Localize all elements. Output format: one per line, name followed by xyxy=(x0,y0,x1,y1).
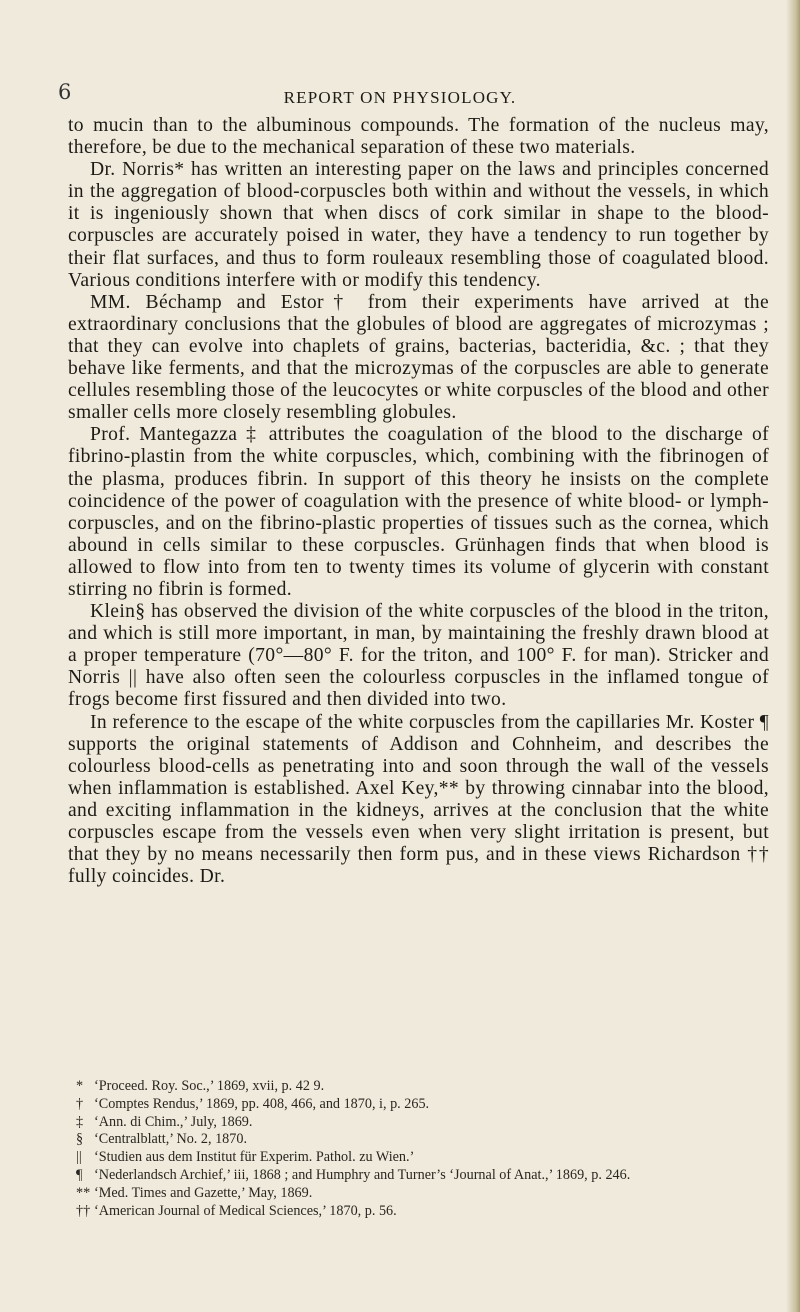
paragraph-klein: Klein§ has observed the division of the white corpuscles of the blood in the triton, and which is still more important, in man, by maintaining the freshly drawn blood at a proper temperature (70°—80° F. for the triton, and 100° F. for man). Stricker and Norris || have also often seen the colourless corpuscles in the inflamed tongue of frogs become first fissured and then divided into two. xyxy=(68,601,769,711)
paragraph-koster: In reference to the escape of the white corpuscles from the capillaries Mr. Koster ¶ supports the original statements of Addison and Cohnheim, and describes the colourless blood-cells as penetrating into and soon through the wall of the vessels when inflammation is established. Axel Key,** by throwing cinnabar into the blood, and exciting inflammation in the kidneys, arrives at the conclusion that the white corpuscles escape from the vessels even when very slight irritation is present, but that they by no means necessarily then form pus, and in these views Richardson †† fully coincides. Dr. xyxy=(68,711,769,888)
footnote-text: ‘Centralblatt,’ No. 2, 1870. xyxy=(94,1131,248,1148)
footnote-text: ‘Nederlandsch Archief,’ iii, 1868 ; and Humphry and Turner’s ‘Journal of Anat.,’ 1869, p. 246. xyxy=(94,1166,631,1183)
paragraph-mantegazza: Prof. Mantegazza ‡ attributes the coagulation of the blood to the discharge of fibrino-plastin from the white corpuscles, which, combining with the fibrinogen of the plasma, produces fibrin. In support of this theory he insists on the complete coincidence of the power of coagulation with the presence of white blood- or lymph-corpuscles, and on the fibrino-plastic properties of tissues such as the cornea, which abound in cells similar to these corpuscles. Grünhagen finds that when blood is allowed to flow into from ten to twenty times its volume of glycerin with constant stirring no fibrin is formed. xyxy=(68,424,769,600)
footnote xyxy=(76,1096,766,1114)
paragraph-mucin: to mucin than to the albuminous compounds. The formation of the nucleus may, therefore, be due to the mechanical separation of these two materials. xyxy=(68,115,769,159)
footnote-mark: †† xyxy=(76,1202,91,1219)
footnote-mark: ¶ xyxy=(76,1166,83,1183)
footnote xyxy=(76,1203,766,1221)
footnote-mark: † xyxy=(76,1095,84,1112)
running-title: REPORT ON PHYSIOLOGY. xyxy=(283,88,517,107)
page-edge-shadow xyxy=(786,0,800,1312)
paragraph-norris: Dr. Norris* has written an interesting paper on the laws and principles concerned in the aggregation of blood-corpuscles both within and without the vessels, in which it is ingeniously shown that when discs of cork similar in shape to the blood-corpuscles are accurately poised in water, they have a tendency to run together by their flat surfaces, and thus to form rouleaux resembling those of coagulated blood. Various conditions interfere with or modify this tendency. xyxy=(68,159,769,291)
page-number: 6 xyxy=(58,80,72,104)
footnote-mark: § xyxy=(76,1131,84,1148)
footnote-mark: ‡ xyxy=(76,1113,84,1130)
footnote-text: ‘Proceed. Roy. Soc.,’ 1869, xvii, p. 42 9. xyxy=(94,1078,325,1094)
footnote xyxy=(76,1185,766,1203)
footnote xyxy=(76,1167,766,1185)
footnote-text: ‘Ann. di Chim.,’ July, 1869. xyxy=(94,1113,253,1130)
footnote-text: ‘Med. Times and Gazette,’ May, 1869. xyxy=(94,1184,313,1201)
body-text xyxy=(68,115,769,888)
footnote-mark: * xyxy=(76,1078,84,1094)
footnote xyxy=(76,1114,766,1132)
footnote-mark: ** xyxy=(76,1184,91,1201)
footnote-text: ‘Studien aus dem Institut für Experim. Pathol. zu Wien.’ xyxy=(94,1149,415,1166)
footnote-mark: || xyxy=(76,1149,82,1166)
footnote-text: ‘Comptes Rendus,’ 1869, pp. 408, 466, and 1870, i, p. 265. xyxy=(94,1095,430,1112)
footnote xyxy=(76,1078,766,1096)
footnote xyxy=(76,1149,766,1167)
footnote-text: ‘American Journal of Medical Sciences,’ 1870, p. 56. xyxy=(94,1202,397,1219)
footnote xyxy=(76,1131,766,1149)
footnotes xyxy=(76,1078,766,1220)
paragraph-bechamp: MM. Béchamp and Estor† from their experiments have arrived at the extraordinary conclusions that the globules of blood are aggregates of microzymas ; that they can evolve into chaplets of grains, bacterias, bacteridia, &c. ; that they behave like ferments, and that the microzymas of the corpuscles are able to generate cellules resembling those of the leucocytes or white corpuscles of the blood and other smaller cells more closely resembling globules. xyxy=(68,291,769,424)
